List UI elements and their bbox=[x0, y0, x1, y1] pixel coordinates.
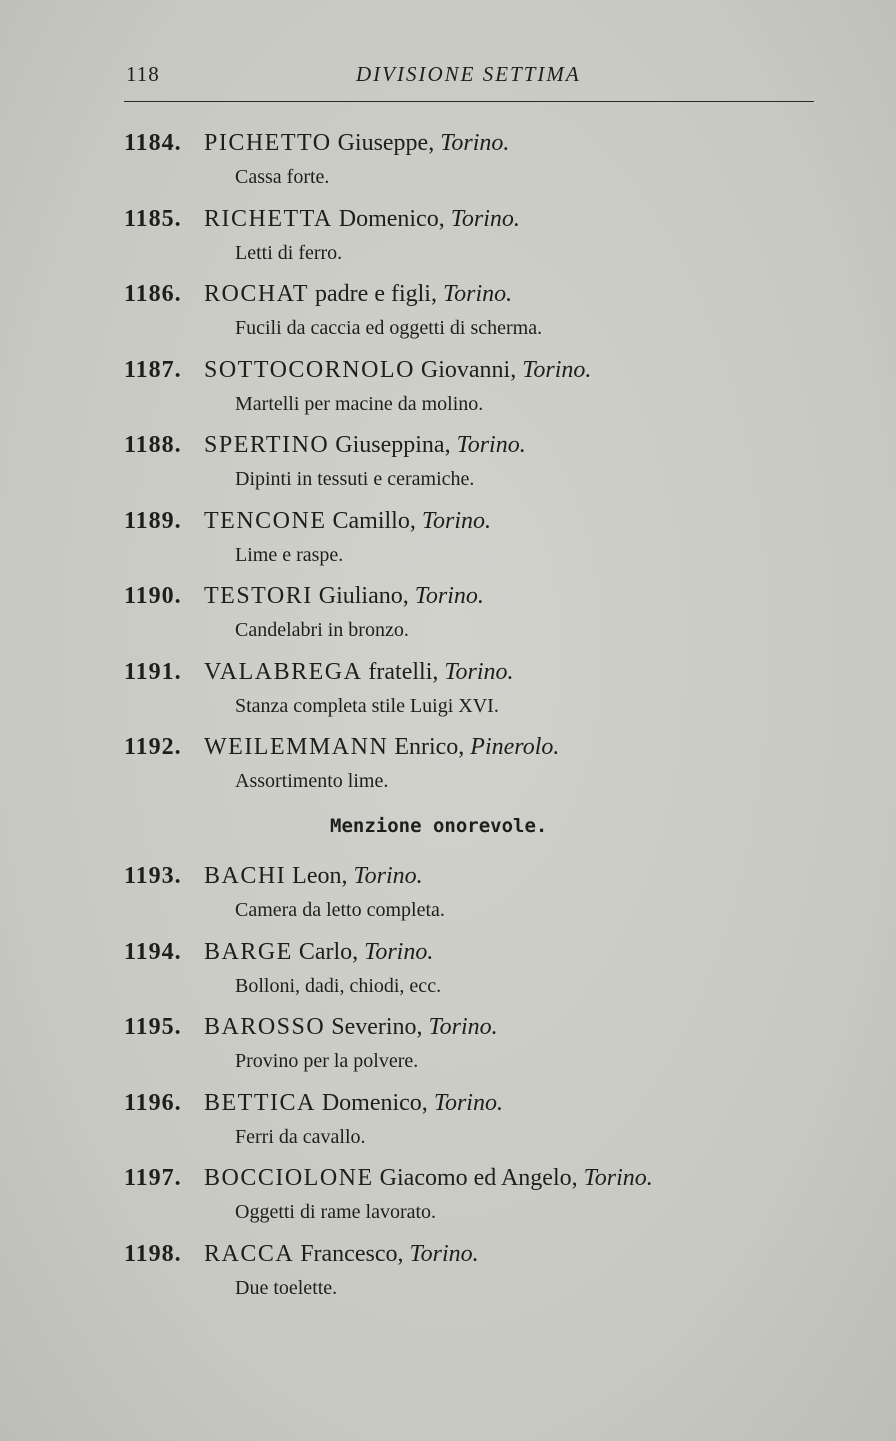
header-rule bbox=[124, 101, 814, 102]
exhibit-description: Ferri da cavallo. bbox=[235, 1125, 366, 1148]
exhibitor-city: Torino. bbox=[456, 432, 526, 458]
exhibitor-name bbox=[204, 1090, 503, 1117]
exhibit-description: Camera da letto completa. bbox=[235, 899, 445, 921]
exhibitor-city: Torino. bbox=[409, 1240, 479, 1267]
running-title: DIVISIONE SETTIMA bbox=[356, 62, 581, 86]
exhibitor-surname: WEILEMMANN bbox=[204, 734, 389, 760]
exhibitor-city: Torino. bbox=[583, 1165, 653, 1191]
entry-number: 1189. bbox=[124, 507, 182, 534]
exhibitor-surname: BARGE bbox=[204, 938, 293, 965]
exhibitor-given-name: Enrico, bbox=[394, 734, 465, 760]
exhibitor-surname: SPERTINO bbox=[204, 432, 330, 458]
list-item bbox=[124, 206, 824, 282]
exhibitor-name bbox=[204, 357, 591, 384]
page-header bbox=[126, 62, 816, 92]
entry-number: 1197. bbox=[124, 1165, 182, 1191]
exhibitor-surname: BOCCIOLONE bbox=[204, 1165, 374, 1191]
exhibitor-city: Torino. bbox=[440, 130, 510, 156]
entry-number: 1194. bbox=[124, 938, 182, 965]
exhibitor-surname: VALABREGA bbox=[204, 658, 363, 685]
exhibitor-surname: PICHETTO bbox=[204, 130, 332, 156]
entry-number: 1186. bbox=[124, 281, 182, 307]
exhibitor-given-name: Carlo, bbox=[298, 938, 359, 965]
exhibit-description: Martelli per macine da molino. bbox=[235, 392, 484, 415]
list-item bbox=[124, 863, 824, 939]
exhibitor-given-name: Francesco, bbox=[300, 1240, 404, 1267]
entry-number: 1184. bbox=[124, 130, 182, 156]
list-item bbox=[124, 1090, 824, 1166]
list-item bbox=[124, 1165, 824, 1241]
exhibitor-name bbox=[204, 1241, 479, 1268]
exhibitor-surname: TENCONE bbox=[204, 507, 327, 534]
exhibitor-surname: TESTORI bbox=[204, 583, 313, 609]
exhibitor-given-name: Giuseppina, bbox=[335, 432, 451, 458]
exhibitor-given-name: padre e figli, bbox=[315, 281, 437, 307]
exhibitor-surname: BAROSSO bbox=[204, 1014, 326, 1040]
section-title: Menzione onorevole. bbox=[330, 815, 548, 837]
exhibit-description: Oggetti di rame lavorato. bbox=[235, 1201, 437, 1223]
exhibitor-surname: SOTTOCORNOLO bbox=[204, 356, 415, 383]
exhibit-description: Due toelette. bbox=[235, 1276, 338, 1299]
entries-list bbox=[124, 130, 824, 810]
exhibit-description: Fucili da caccia ed oggetti di scherma. bbox=[235, 317, 543, 339]
exhibitor-name bbox=[204, 130, 509, 157]
exhibitor-name bbox=[204, 659, 514, 686]
exhibitor-given-name: fratelli, bbox=[368, 658, 439, 685]
exhibit-description: Bolloni, dadi, chiodi, ecc. bbox=[235, 974, 442, 997]
exhibitor-surname: RACCA bbox=[204, 1240, 295, 1267]
list-item bbox=[124, 130, 824, 206]
entry-number: 1196. bbox=[124, 1089, 182, 1116]
exhibitor-name bbox=[204, 583, 484, 610]
exhibitor-city: Torino. bbox=[450, 205, 520, 232]
list-item bbox=[124, 281, 824, 357]
exhibitor-city: Torino. bbox=[522, 356, 592, 383]
exhibitor-given-name: Severino, bbox=[331, 1014, 423, 1040]
exhibitor-given-name: Domenico, bbox=[338, 205, 445, 232]
exhibitor-given-name: Camillo, bbox=[332, 507, 416, 534]
exhibitor-city: Torino. bbox=[442, 281, 513, 307]
list-item bbox=[124, 357, 824, 433]
list-item bbox=[124, 583, 824, 659]
list-item bbox=[124, 1014, 824, 1090]
exhibit-description: Provino per la polvere. bbox=[235, 1050, 419, 1072]
exhibitor-surname: ROCHAT bbox=[204, 281, 310, 307]
exhibitor-surname: BETTICA bbox=[204, 1089, 316, 1116]
exhibitor-name bbox=[204, 206, 520, 233]
exhibitor-given-name: Giovanni, bbox=[420, 356, 517, 383]
exhibit-description: Lime e raspe. bbox=[235, 543, 344, 566]
entry-number: 1195. bbox=[124, 1014, 182, 1040]
exhibitor-name bbox=[204, 939, 433, 966]
exhibit-description: Letti di ferro. bbox=[235, 241, 343, 264]
exhibitor-name bbox=[204, 508, 491, 535]
exhibitor-city: Torino. bbox=[414, 583, 484, 609]
list-item bbox=[124, 734, 824, 810]
exhibitor-city: Torino. bbox=[364, 938, 434, 965]
exhibit-description: Assortimento lime. bbox=[235, 770, 389, 792]
exhibitor-given-name: Giuseppe, bbox=[337, 130, 435, 156]
entry-number: 1188. bbox=[124, 432, 182, 458]
list-item bbox=[124, 432, 824, 508]
exhibit-description: Stanza completa stile Luigi XVI. bbox=[235, 694, 499, 717]
exhibitor-given-name: Domenico, bbox=[321, 1089, 428, 1116]
exhibitor-city: Torino. bbox=[421, 507, 491, 534]
entry-number: 1193. bbox=[124, 863, 182, 889]
entry-number: 1187. bbox=[124, 356, 182, 383]
exhibit-description: Candelabri in bronzo. bbox=[235, 619, 409, 641]
exhibitor-name bbox=[204, 734, 559, 761]
exhibitor-city: Pinerolo. bbox=[470, 734, 560, 760]
exhibitor-surname: BACHI bbox=[204, 863, 287, 889]
entry-number: 1192. bbox=[124, 734, 182, 760]
entry-number: 1191. bbox=[124, 658, 182, 685]
exhibit-description: Dipinti in tessuti e ceramiche. bbox=[235, 468, 475, 490]
exhibitor-city: Torino. bbox=[444, 658, 514, 685]
exhibitor-given-name: Leon, bbox=[292, 863, 348, 889]
list-item bbox=[124, 659, 824, 735]
exhibitor-surname: RICHETTA bbox=[204, 205, 333, 232]
exhibitor-given-name: Giuliano, bbox=[318, 583, 409, 609]
entry-number: 1190. bbox=[124, 583, 182, 609]
exhibitor-name bbox=[204, 863, 423, 890]
list-item bbox=[124, 1241, 824, 1317]
page-number: 118 bbox=[126, 62, 160, 86]
exhibitor-city: Torino. bbox=[433, 1089, 503, 1116]
exhibitor-city: Torino. bbox=[428, 1014, 498, 1040]
exhibitor-name bbox=[204, 1165, 653, 1192]
honorable-mention-list bbox=[124, 863, 824, 1316]
exhibitor-name bbox=[204, 432, 526, 459]
list-item bbox=[124, 939, 824, 1015]
exhibitor-name bbox=[204, 1014, 498, 1041]
exhibitor-city: Torino. bbox=[353, 863, 423, 889]
list-item bbox=[124, 508, 824, 584]
entry-number: 1185. bbox=[124, 205, 182, 232]
exhibitor-name bbox=[204, 281, 512, 308]
entry-number: 1198. bbox=[124, 1240, 182, 1267]
exhibitor-given-name: Giacomo ed Angelo, bbox=[379, 1165, 578, 1191]
exhibit-description: Cassa forte. bbox=[235, 166, 330, 188]
